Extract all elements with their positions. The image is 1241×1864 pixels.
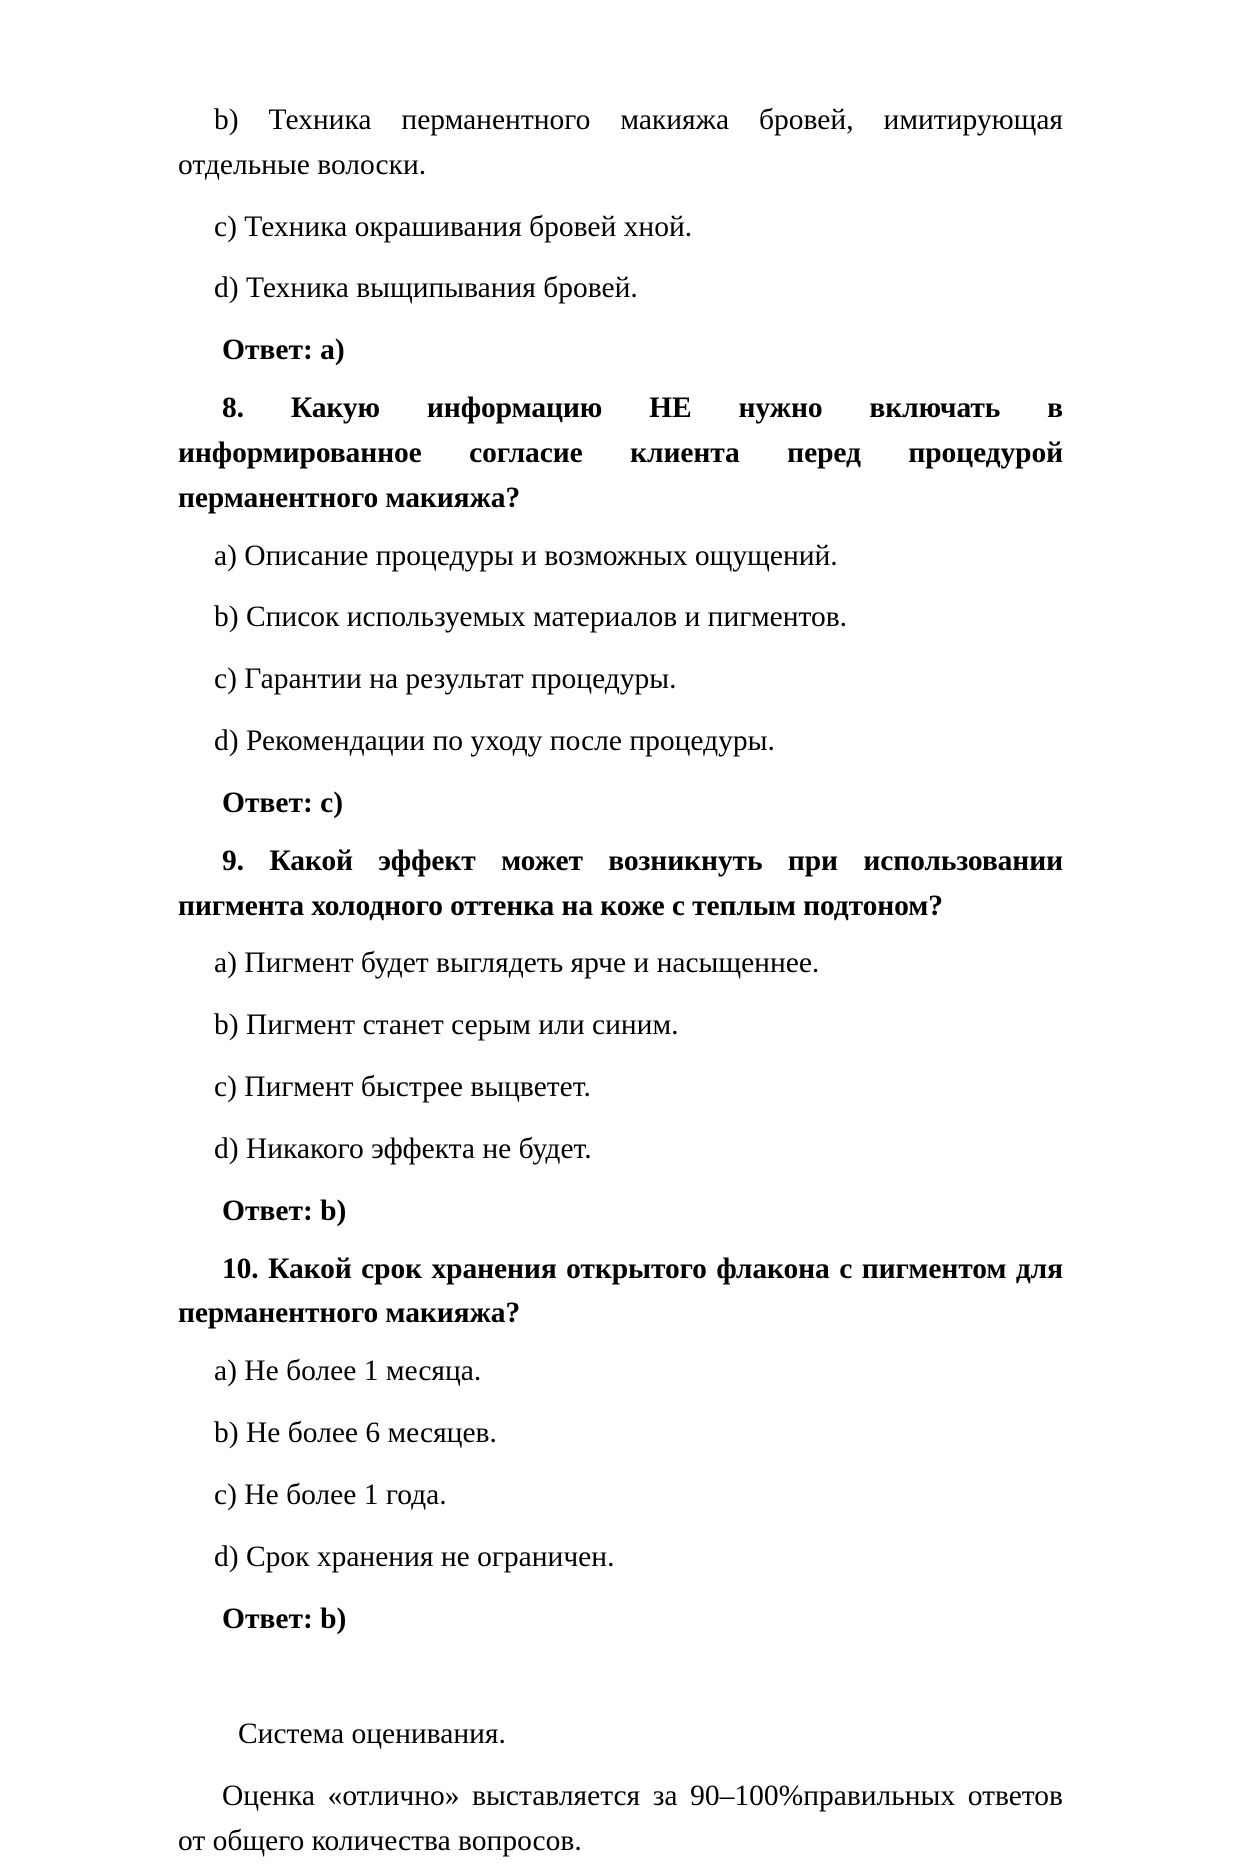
answer-line-q8: Ответ: c) xyxy=(222,786,344,819)
option-line-q10-a: a) Не более 1 месяца. xyxy=(214,1355,482,1388)
option-line-q8-c: c) Гарантии на результат процедуры. xyxy=(214,663,677,696)
question-line-10: 10. Какой срок хранения открытого флакона с пигментом для перманентного макияжа? xyxy=(178,1252,1063,1330)
question-line-8: 8. Какую информацию НЕ нужно включать в информированное согласие клиента перед процедурой перманентного макияжа? xyxy=(178,392,1063,514)
option-line-q10-c: c) Не более 1 года. xyxy=(214,1478,447,1511)
grading-system-heading: Система оценивания. xyxy=(238,1718,506,1751)
option-line-q8-d: d) Рекомендации по уходу после процедуры. xyxy=(214,725,775,758)
option-line-q10-d: d) Срок хранения не ограничен. xyxy=(214,1540,615,1573)
option-line-q9-c: c) Пигмент быстрее выцветет. xyxy=(214,1071,591,1104)
option-line-q9-b: b) Пигмент станет серым или синим. xyxy=(214,1009,679,1042)
section-spacer xyxy=(178,1654,1063,1712)
option-line-q7-b: b) Техника перманентного макияжа бровей, имитирующая отдельные волоски. xyxy=(178,104,1063,181)
option-line-q8-a: a) Описание процедуры и возможных ощущений. xyxy=(214,539,838,572)
answer-line-q9: Ответ: b) xyxy=(222,1194,347,1227)
grading-excellent-paragraph: Оценка «отлично» выставляется за 90–100%правильных ответов от общего количества вопросов. xyxy=(178,1780,1063,1858)
option-line-q7-c: c) Техника окрашивания бровей хной. xyxy=(214,210,693,243)
answer-line-q10: Ответ: b) xyxy=(222,1602,347,1635)
option-line-q8-b: b) Список используемых материалов и пигментов. xyxy=(214,601,848,634)
option-line-q7-d: d) Техника выщипывания бровей. xyxy=(214,272,638,305)
option-line-q9-d: d) Никакого эффекта не будет. xyxy=(214,1132,592,1165)
answer-line-q7: Ответ: a) xyxy=(222,334,345,367)
question-line-9: 9. Какой эффект может возникнуть при использовании пигмента холодного оттенка на коже с теплым подтоном? xyxy=(178,844,1063,922)
option-line-q9-a: a) Пигмент будет выглядеть ярче и насыщеннее. xyxy=(214,947,820,980)
option-line-q10-b: b) Не более 6 месяцев. xyxy=(214,1417,497,1450)
document-body xyxy=(178,98,1063,1864)
